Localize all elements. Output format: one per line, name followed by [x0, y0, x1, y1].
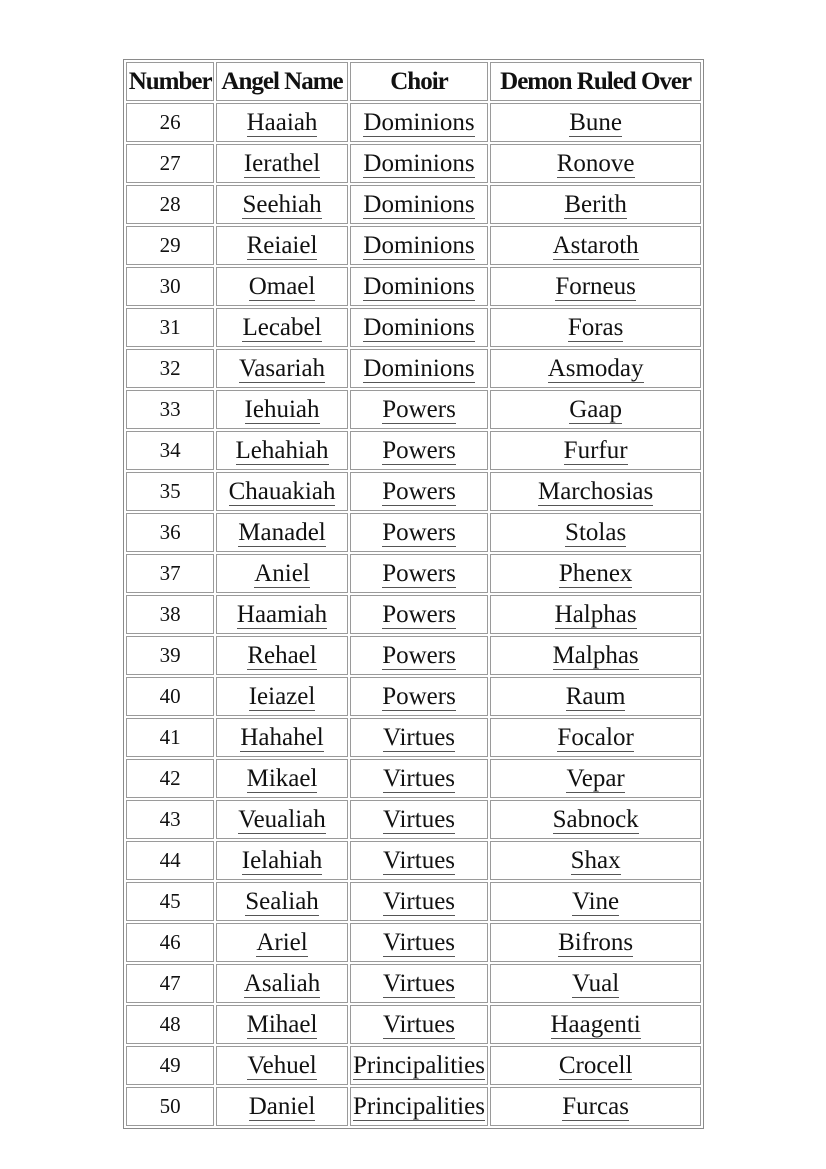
table-row [126, 718, 701, 757]
demon-link[interactable]: Bifrons [558, 928, 634, 956]
angel-name-link[interactable]: Ariel [256, 928, 308, 956]
number-cell: 42 [126, 759, 214, 798]
number-cell: 31 [126, 308, 214, 347]
angel-name-link[interactable]: Iehuiah [244, 395, 320, 423]
table-row [126, 759, 701, 798]
table-row [126, 185, 701, 224]
angel-name-cell [216, 595, 347, 634]
angel-name-cell [216, 800, 347, 839]
demon-link[interactable]: Gaap [569, 395, 622, 423]
table-row [126, 472, 701, 511]
number-cell: 29 [126, 226, 214, 265]
choir-link[interactable]: Powers [382, 600, 456, 628]
choir-link[interactable]: Virtues [382, 928, 456, 956]
choir-cell [350, 144, 488, 183]
header-row [126, 62, 701, 101]
number-cell: 32 [126, 349, 214, 388]
demon-link[interactable]: Astaroth [552, 231, 639, 259]
angel-name-cell [216, 472, 347, 511]
choir-cell [350, 636, 488, 675]
demon-link[interactable]: Stolas [565, 518, 627, 546]
demon-cell [490, 677, 701, 716]
angel-name-link[interactable]: Chauakiah [228, 477, 336, 505]
choir-link[interactable]: Powers [382, 682, 456, 710]
demon-cell [490, 1046, 701, 1085]
demon-link[interactable]: Ronove [556, 149, 635, 177]
demon-cell [490, 882, 701, 921]
choir-cell [350, 185, 488, 224]
angel-name-link[interactable]: Aniel [254, 559, 310, 587]
header-angel-name: Angel Name [216, 62, 347, 101]
angel-name-link[interactable]: Seehiah [242, 190, 322, 218]
demon-link[interactable]: Phenex [558, 559, 633, 587]
table-row [126, 1087, 701, 1126]
number-cell: 40 [126, 677, 214, 716]
angel-name-link[interactable]: Mikael [246, 764, 318, 792]
choir-cell [350, 759, 488, 798]
angel-name-link[interactable]: Reiaiel [246, 231, 318, 259]
demon-link[interactable]: Sabnock [552, 805, 639, 833]
choir-cell [350, 718, 488, 757]
choir-link[interactable]: Dominions [363, 190, 475, 218]
demon-link[interactable]: Marchosias [537, 477, 654, 505]
choir-link[interactable]: Principalities [353, 1092, 485, 1120]
demon-cell [490, 431, 701, 470]
demon-link[interactable]: Vepar [566, 764, 625, 792]
demon-link[interactable]: Foras [567, 313, 624, 341]
angel-name-cell [216, 718, 347, 757]
table-row [126, 677, 701, 716]
demon-link[interactable]: Focalor [557, 723, 634, 751]
choir-cell [350, 1046, 488, 1085]
demon-cell [490, 472, 701, 511]
demon-cell [490, 513, 701, 552]
choir-link[interactable]: Powers [382, 641, 456, 669]
choir-cell [350, 1087, 488, 1126]
table-row [126, 144, 701, 183]
table-row [126, 595, 701, 634]
angel-name-link[interactable]: Lehahiah [235, 436, 329, 464]
demon-cell [490, 841, 701, 880]
choir-cell [350, 882, 488, 921]
angel-name-link[interactable]: Asaliah [243, 969, 321, 997]
demon-link[interactable]: Furcas [562, 1092, 629, 1120]
number-cell: 27 [126, 144, 214, 183]
table-row [126, 800, 701, 839]
table-row [126, 882, 701, 921]
angel-name-cell [216, 1005, 347, 1044]
number-cell: 37 [126, 554, 214, 593]
number-cell: 34 [126, 431, 214, 470]
number-cell: 36 [126, 513, 214, 552]
choir-link[interactable]: Dominions [363, 231, 475, 259]
demon-cell [490, 718, 701, 757]
header-number: Number [126, 62, 214, 101]
demon-cell [490, 103, 701, 142]
number-cell: 39 [126, 636, 214, 675]
demon-link[interactable]: Berith [564, 190, 627, 218]
angel-name-link[interactable]: Haamiah [236, 600, 328, 628]
demon-link[interactable]: Shax [570, 846, 621, 874]
choir-link[interactable]: Virtues [382, 969, 456, 997]
choir-link[interactable]: Virtues [382, 1010, 456, 1038]
table-row [126, 554, 701, 593]
choir-cell [350, 964, 488, 1003]
number-cell: 50 [126, 1087, 214, 1126]
demon-cell [490, 595, 701, 634]
choir-link[interactable]: Virtues [382, 723, 456, 751]
angels-table-container [123, 59, 704, 1129]
number-cell: 38 [126, 595, 214, 634]
demon-cell [490, 964, 701, 1003]
demon-cell [490, 308, 701, 347]
number-cell: 49 [126, 1046, 214, 1085]
table-row [126, 226, 701, 265]
demon-link[interactable]: Crocell [558, 1051, 633, 1079]
choir-cell [350, 267, 488, 306]
table-row [126, 390, 701, 429]
choir-link[interactable]: Virtues [382, 846, 456, 874]
angel-name-cell [216, 349, 347, 388]
angel-name-cell [216, 226, 347, 265]
table-row [126, 923, 701, 962]
demon-cell [490, 636, 701, 675]
angels-table [123, 59, 704, 1129]
table-row [126, 1005, 701, 1044]
angel-name-cell [216, 1087, 347, 1126]
header-choir: Choir [350, 62, 488, 101]
angel-name-cell [216, 964, 347, 1003]
angel-name-cell [216, 923, 347, 962]
angel-name-link[interactable]: Veualiah [238, 805, 326, 833]
demon-link[interactable]: Halphas [554, 600, 637, 628]
choir-cell [350, 800, 488, 839]
angel-name-cell [216, 759, 347, 798]
angel-name-cell [216, 636, 347, 675]
demon-link[interactable]: Vual [572, 969, 620, 997]
angel-name-cell [216, 677, 347, 716]
angel-name-cell [216, 103, 347, 142]
number-cell: 44 [126, 841, 214, 880]
choir-cell [350, 431, 488, 470]
choir-link[interactable]: Powers [382, 436, 456, 464]
angel-name-cell [216, 390, 347, 429]
number-cell: 30 [126, 267, 214, 306]
angel-name-link[interactable]: Ierathel [243, 149, 321, 177]
number-cell: 45 [126, 882, 214, 921]
angel-name-cell [216, 267, 347, 306]
demon-link[interactable]: Forneus [555, 272, 636, 300]
angel-name-cell [216, 554, 347, 593]
demon-cell [490, 349, 701, 388]
number-cell: 33 [126, 390, 214, 429]
angel-name-link[interactable]: Ieiazel [248, 682, 316, 710]
angel-name-link[interactable]: Omael [248, 272, 316, 300]
demon-cell [490, 923, 701, 962]
choir-cell [350, 513, 488, 552]
demon-link[interactable]: Haagenti [550, 1010, 641, 1038]
choir-link[interactable]: Dominions [363, 354, 475, 382]
header-demon-ruled-over: Demon Ruled Over [490, 62, 701, 101]
table-row [126, 431, 701, 470]
demon-link[interactable]: Vine [572, 887, 620, 915]
number-cell: 26 [126, 103, 214, 142]
angel-name-cell [216, 841, 347, 880]
choir-cell [350, 923, 488, 962]
number-cell: 48 [126, 1005, 214, 1044]
angel-name-link[interactable]: Daniel [248, 1092, 316, 1120]
number-cell: 28 [126, 185, 214, 224]
choir-link[interactable]: Powers [382, 477, 456, 505]
angel-name-cell [216, 1046, 347, 1085]
choir-link[interactable]: Dominions [363, 313, 475, 341]
demon-link[interactable]: Raum [565, 682, 626, 710]
choir-link[interactable]: Powers [382, 395, 456, 423]
angel-name-link[interactable]: Sealiah [245, 887, 319, 915]
demon-cell [490, 390, 701, 429]
choir-cell [350, 595, 488, 634]
choir-cell [350, 472, 488, 511]
choir-link[interactable]: Powers [382, 518, 456, 546]
choir-link[interactable]: Dominions [363, 272, 475, 300]
number-cell: 46 [126, 923, 214, 962]
table-row [126, 964, 701, 1003]
demon-cell [490, 267, 701, 306]
angel-name-link[interactable]: Vasariah [238, 354, 326, 382]
number-cell: 47 [126, 964, 214, 1003]
choir-cell [350, 349, 488, 388]
demon-cell [490, 1087, 701, 1126]
demon-cell [490, 759, 701, 798]
table-row [126, 308, 701, 347]
table-row [126, 841, 701, 880]
angel-name-link[interactable]: Hahahel [240, 723, 324, 751]
demon-cell [490, 144, 701, 183]
table-row [126, 636, 701, 675]
choir-link[interactable]: Virtues [382, 887, 456, 915]
table-header [126, 62, 701, 101]
table-body [126, 103, 701, 1126]
choir-cell [350, 554, 488, 593]
angel-name-link[interactable]: Haaiah [246, 108, 318, 136]
angel-name-cell [216, 513, 347, 552]
choir-link[interactable]: Virtues [382, 805, 456, 833]
demon-cell [490, 800, 701, 839]
angel-name-link[interactable]: Vehuel [247, 1051, 317, 1079]
angel-name-cell [216, 308, 347, 347]
demon-link[interactable]: Bune [569, 108, 622, 136]
choir-link[interactable]: Dominions [363, 149, 475, 177]
table-row [126, 513, 701, 552]
table-row [126, 267, 701, 306]
choir-link[interactable]: Principalities [353, 1051, 485, 1079]
number-cell: 43 [126, 800, 214, 839]
angel-name-link[interactable]: Lecabel [242, 313, 322, 341]
demon-link[interactable]: Malphas [552, 641, 639, 669]
angel-name-link[interactable]: Rehael [247, 641, 317, 669]
number-cell: 41 [126, 718, 214, 757]
choir-cell [350, 1005, 488, 1044]
choir-link[interactable]: Powers [382, 559, 456, 587]
choir-cell [350, 308, 488, 347]
choir-cell [350, 677, 488, 716]
demon-link[interactable]: Asmoday [547, 354, 644, 382]
choir-link[interactable]: Dominions [363, 108, 475, 136]
table-row [126, 103, 701, 142]
angel-name-cell [216, 431, 347, 470]
angel-name-cell [216, 185, 347, 224]
angel-name-cell [216, 882, 347, 921]
angel-name-cell [216, 144, 347, 183]
demon-link[interactable]: Furfur [563, 436, 628, 464]
choir-cell [350, 390, 488, 429]
choir-cell [350, 103, 488, 142]
demon-cell [490, 554, 701, 593]
demon-cell [490, 226, 701, 265]
table-row [126, 1046, 701, 1085]
demon-cell [490, 1005, 701, 1044]
angel-name-link[interactable]: Ielahiah [241, 846, 323, 874]
choir-cell [350, 226, 488, 265]
angel-name-link[interactable]: Mihael [246, 1010, 318, 1038]
choir-cell [350, 841, 488, 880]
choir-link[interactable]: Virtues [382, 764, 456, 792]
angel-name-link[interactable]: Manadel [238, 518, 326, 546]
table-row [126, 349, 701, 388]
demon-cell [490, 185, 701, 224]
number-cell: 35 [126, 472, 214, 511]
